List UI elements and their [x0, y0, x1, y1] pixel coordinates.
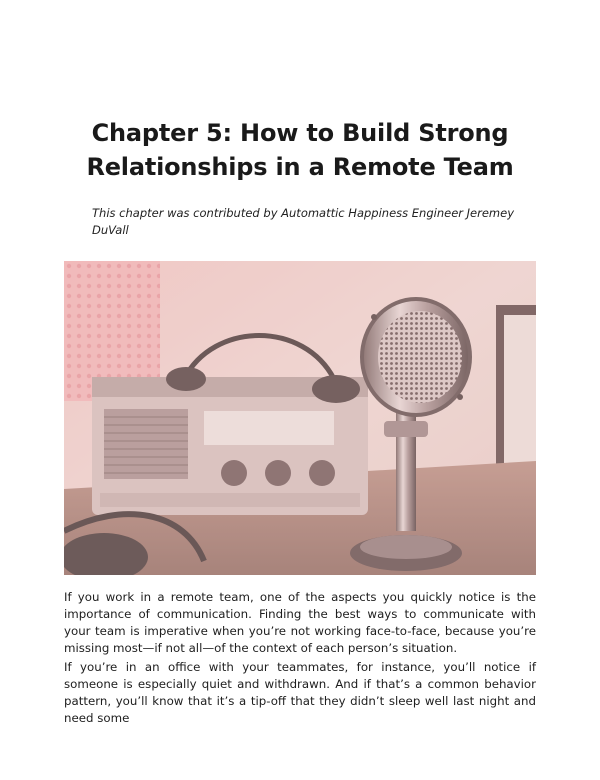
body-paragraph: If you work in a remote team, one of the aspects you quickly notice is the importance of communication. Finding the best ways to communicate with your team is imperative when you’re not working face-to-face, because you’re missing most—if not all—of the context of each person’s situation. [64, 590, 536, 655]
chapter-photo [64, 261, 536, 575]
microphone-and-radio-illustration [64, 261, 536, 575]
body-paragraph: If you’re in an office with your teammates, for instance, you’ll notice if someone is especially quiet and withdrawn. And if that’s a common behavior pattern, you’ll know that it’s a tip-off that they didn’t sleep well last night and need some [64, 660, 536, 725]
chapter-title: Chapter 5: How to Build Strong Relationships in a Remote Team [86, 119, 514, 181]
chapter-attribution: This chapter was contributed by Automattic Happiness Engineer Jeremey DuVall [92, 206, 515, 237]
